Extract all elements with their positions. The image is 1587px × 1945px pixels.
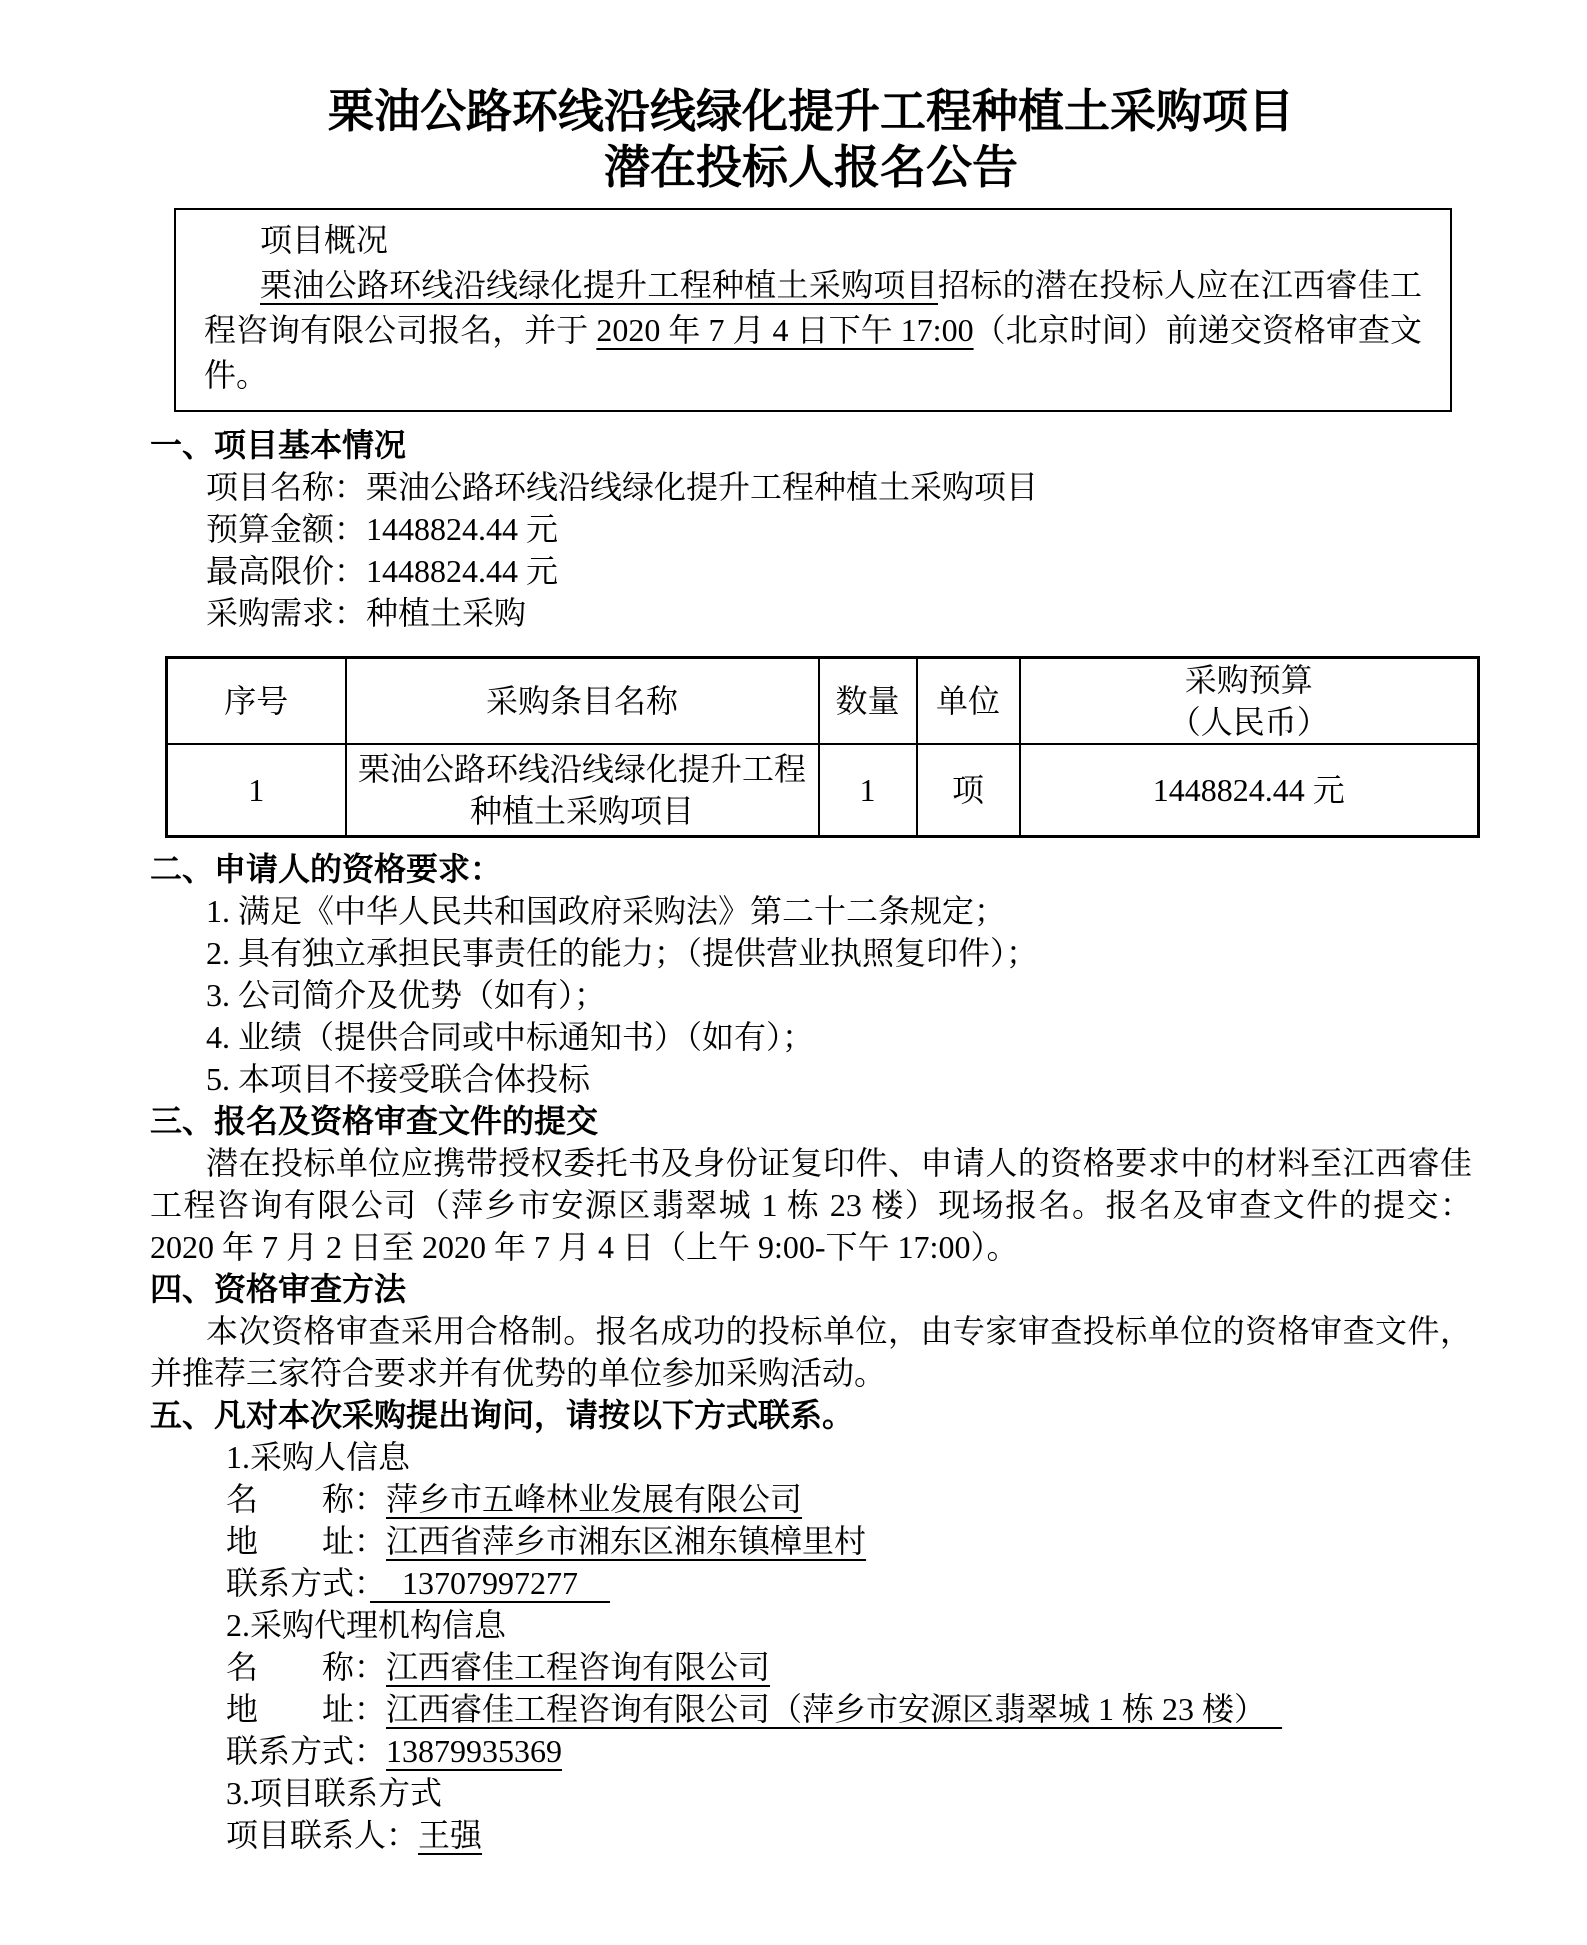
purchaser-address-line xyxy=(226,1520,1472,1562)
purchaser-phone-value: 13707997277 xyxy=(370,1564,611,1601)
agency-address-value: 江西睿佳工程咨询有限公司（萍乡市安源区翡翠城 1 栋 23 楼） xyxy=(386,1690,1283,1727)
purchaser-info-heading: 1.采购人信息 xyxy=(226,1438,411,1475)
purchaser-name-label: 名 称： xyxy=(226,1480,387,1517)
agency-address-line xyxy=(226,1688,1472,1730)
qualification-item-2: 2. 具有独立承担民事责任的能力；（提供营业执照复印件）； xyxy=(206,934,1039,971)
contact-block xyxy=(226,1436,1472,1856)
overview-paragraph xyxy=(204,263,1422,398)
document-title xyxy=(150,84,1472,196)
purchaser-phone-line xyxy=(226,1562,1472,1604)
purchaser-name-line xyxy=(226,1478,1472,1520)
procurement-items-table xyxy=(165,656,1480,838)
section4-paragraph: 本次资格审查采用合格制。报名成功的投标单位，由专家审查投标单位的资格审查文件，并推荐三家符合要求并有优势的单位参加采购活动。 xyxy=(150,1312,1472,1391)
project-overview-box xyxy=(174,208,1452,412)
cell-serial-no: 1 xyxy=(167,744,346,836)
overview-heading: 项目概况 xyxy=(260,222,389,258)
qualification-item-4: 4. 业绩（提供合同或中标通知书）（如有）； xyxy=(206,1018,815,1055)
procurement-demand-line: 采购需求：种植土采购 xyxy=(206,595,527,631)
col-header-budget xyxy=(1020,658,1479,745)
overview-deadline-underlined: 2020 年 7 月 4 日下午 17:00 xyxy=(596,312,974,348)
overview-project-name-underlined: 栗油公路环线沿线绿化提升工程种植土采购项目 xyxy=(260,267,938,303)
qualification-item-1: 1. 满足《中华人民共和国政府采购法》第二十二条规定； xyxy=(206,892,1007,929)
agency-name-label: 名 称： xyxy=(226,1648,387,1685)
col-header-name: 采购条目名称 xyxy=(346,658,819,745)
project-name-line: 项目名称：栗油公路环线沿线绿化提升工程种植土采购项目 xyxy=(206,469,1039,505)
purchaser-address-label: 地 址： xyxy=(226,1522,387,1559)
section5-heading: 五、凡对本次采购提出询问，请按以下方式联系。 xyxy=(150,1396,855,1433)
overview-text-1: 招标的潜在投标人应在江西睿佳工程咨询有限公司报名，并于 xyxy=(204,267,1422,348)
document-title-line1: 栗油公路环线沿线绿化提升工程种植土采购项目 xyxy=(328,86,1294,137)
agency-address-label: 地 址： xyxy=(226,1690,387,1727)
cell-quantity: 1 xyxy=(819,744,917,836)
qualification-item-5: 5. 本项目不接受联合体投标 xyxy=(206,1060,591,1097)
budget-header-line1: 采购预算 xyxy=(1184,662,1313,698)
agency-phone-line xyxy=(226,1730,1472,1772)
col-header-unit: 单位 xyxy=(917,658,1020,745)
agency-phone-value: 13879935369 xyxy=(386,1732,563,1769)
section1-body xyxy=(150,466,1472,634)
section3-paragraph: 潜在投标单位应携带授权委托书及身份证复印件、申请人的资格要求中的材料至江西睿佳工程咨询有限公司（萍乡市安源区翡翠城 1 栋 23 楼）现场报名。报名及审查文件的提交：2020 年 7 月 2 日至 2020 年 7 月 4 日（上午 9:00-下午 17:00）。 xyxy=(150,1144,1472,1265)
table-row xyxy=(167,744,1479,836)
col-header-qty: 数量 xyxy=(819,658,917,745)
agency-name-line xyxy=(226,1646,1472,1688)
table-header-row xyxy=(167,658,1479,745)
project-contact-line xyxy=(226,1814,1472,1856)
section2-items xyxy=(206,890,1472,1100)
purchaser-phone-label: 联系方式： xyxy=(226,1564,371,1601)
agency-phone-label: 联系方式： xyxy=(226,1732,387,1769)
section3-heading: 三、报名及资格审查文件的提交 xyxy=(150,1102,599,1139)
section2-heading: 二、申请人的资格要求： xyxy=(150,850,503,887)
col-header-no: 序号 xyxy=(167,658,346,745)
max-price-line: 最高限价：1448824.44 元 xyxy=(206,553,559,589)
purchaser-address-value: 江西省萍乡市湘东区湘东镇樟里村 xyxy=(386,1522,867,1559)
cell-item-name: 栗油公路环线沿线绿化提升工程种植土采购项目 xyxy=(346,744,819,836)
project-contact-heading: 3.项目联系方式 xyxy=(226,1774,443,1811)
section1-heading: 一、项目基本情况 xyxy=(150,427,407,463)
project-contact-label: 项目联系人： xyxy=(226,1816,419,1853)
document-title-line2: 潜在投标人报名公告 xyxy=(604,142,1018,193)
purchaser-name-value: 萍乡市五峰林业发展有限公司 xyxy=(386,1480,803,1517)
overview-text-2: （北京时间）前递交资格审查文件。 xyxy=(204,312,1422,393)
budget-amount-line: 预算金额：1448824.44 元 xyxy=(206,511,559,547)
agency-name-value: 江西睿佳工程咨询有限公司 xyxy=(386,1648,771,1685)
cell-budget: 1448824.44 元 xyxy=(1020,744,1479,836)
project-contact-value: 王强 xyxy=(418,1816,483,1853)
section4-heading: 四、资格审查方法 xyxy=(150,1270,407,1307)
cell-unit: 项 xyxy=(917,744,1020,836)
budget-header-line2: （人民币） xyxy=(1168,704,1329,740)
agency-info-heading: 2.采购代理机构信息 xyxy=(226,1606,507,1643)
qualification-item-3: 3. 公司简介及优势（如有）； xyxy=(206,976,607,1013)
